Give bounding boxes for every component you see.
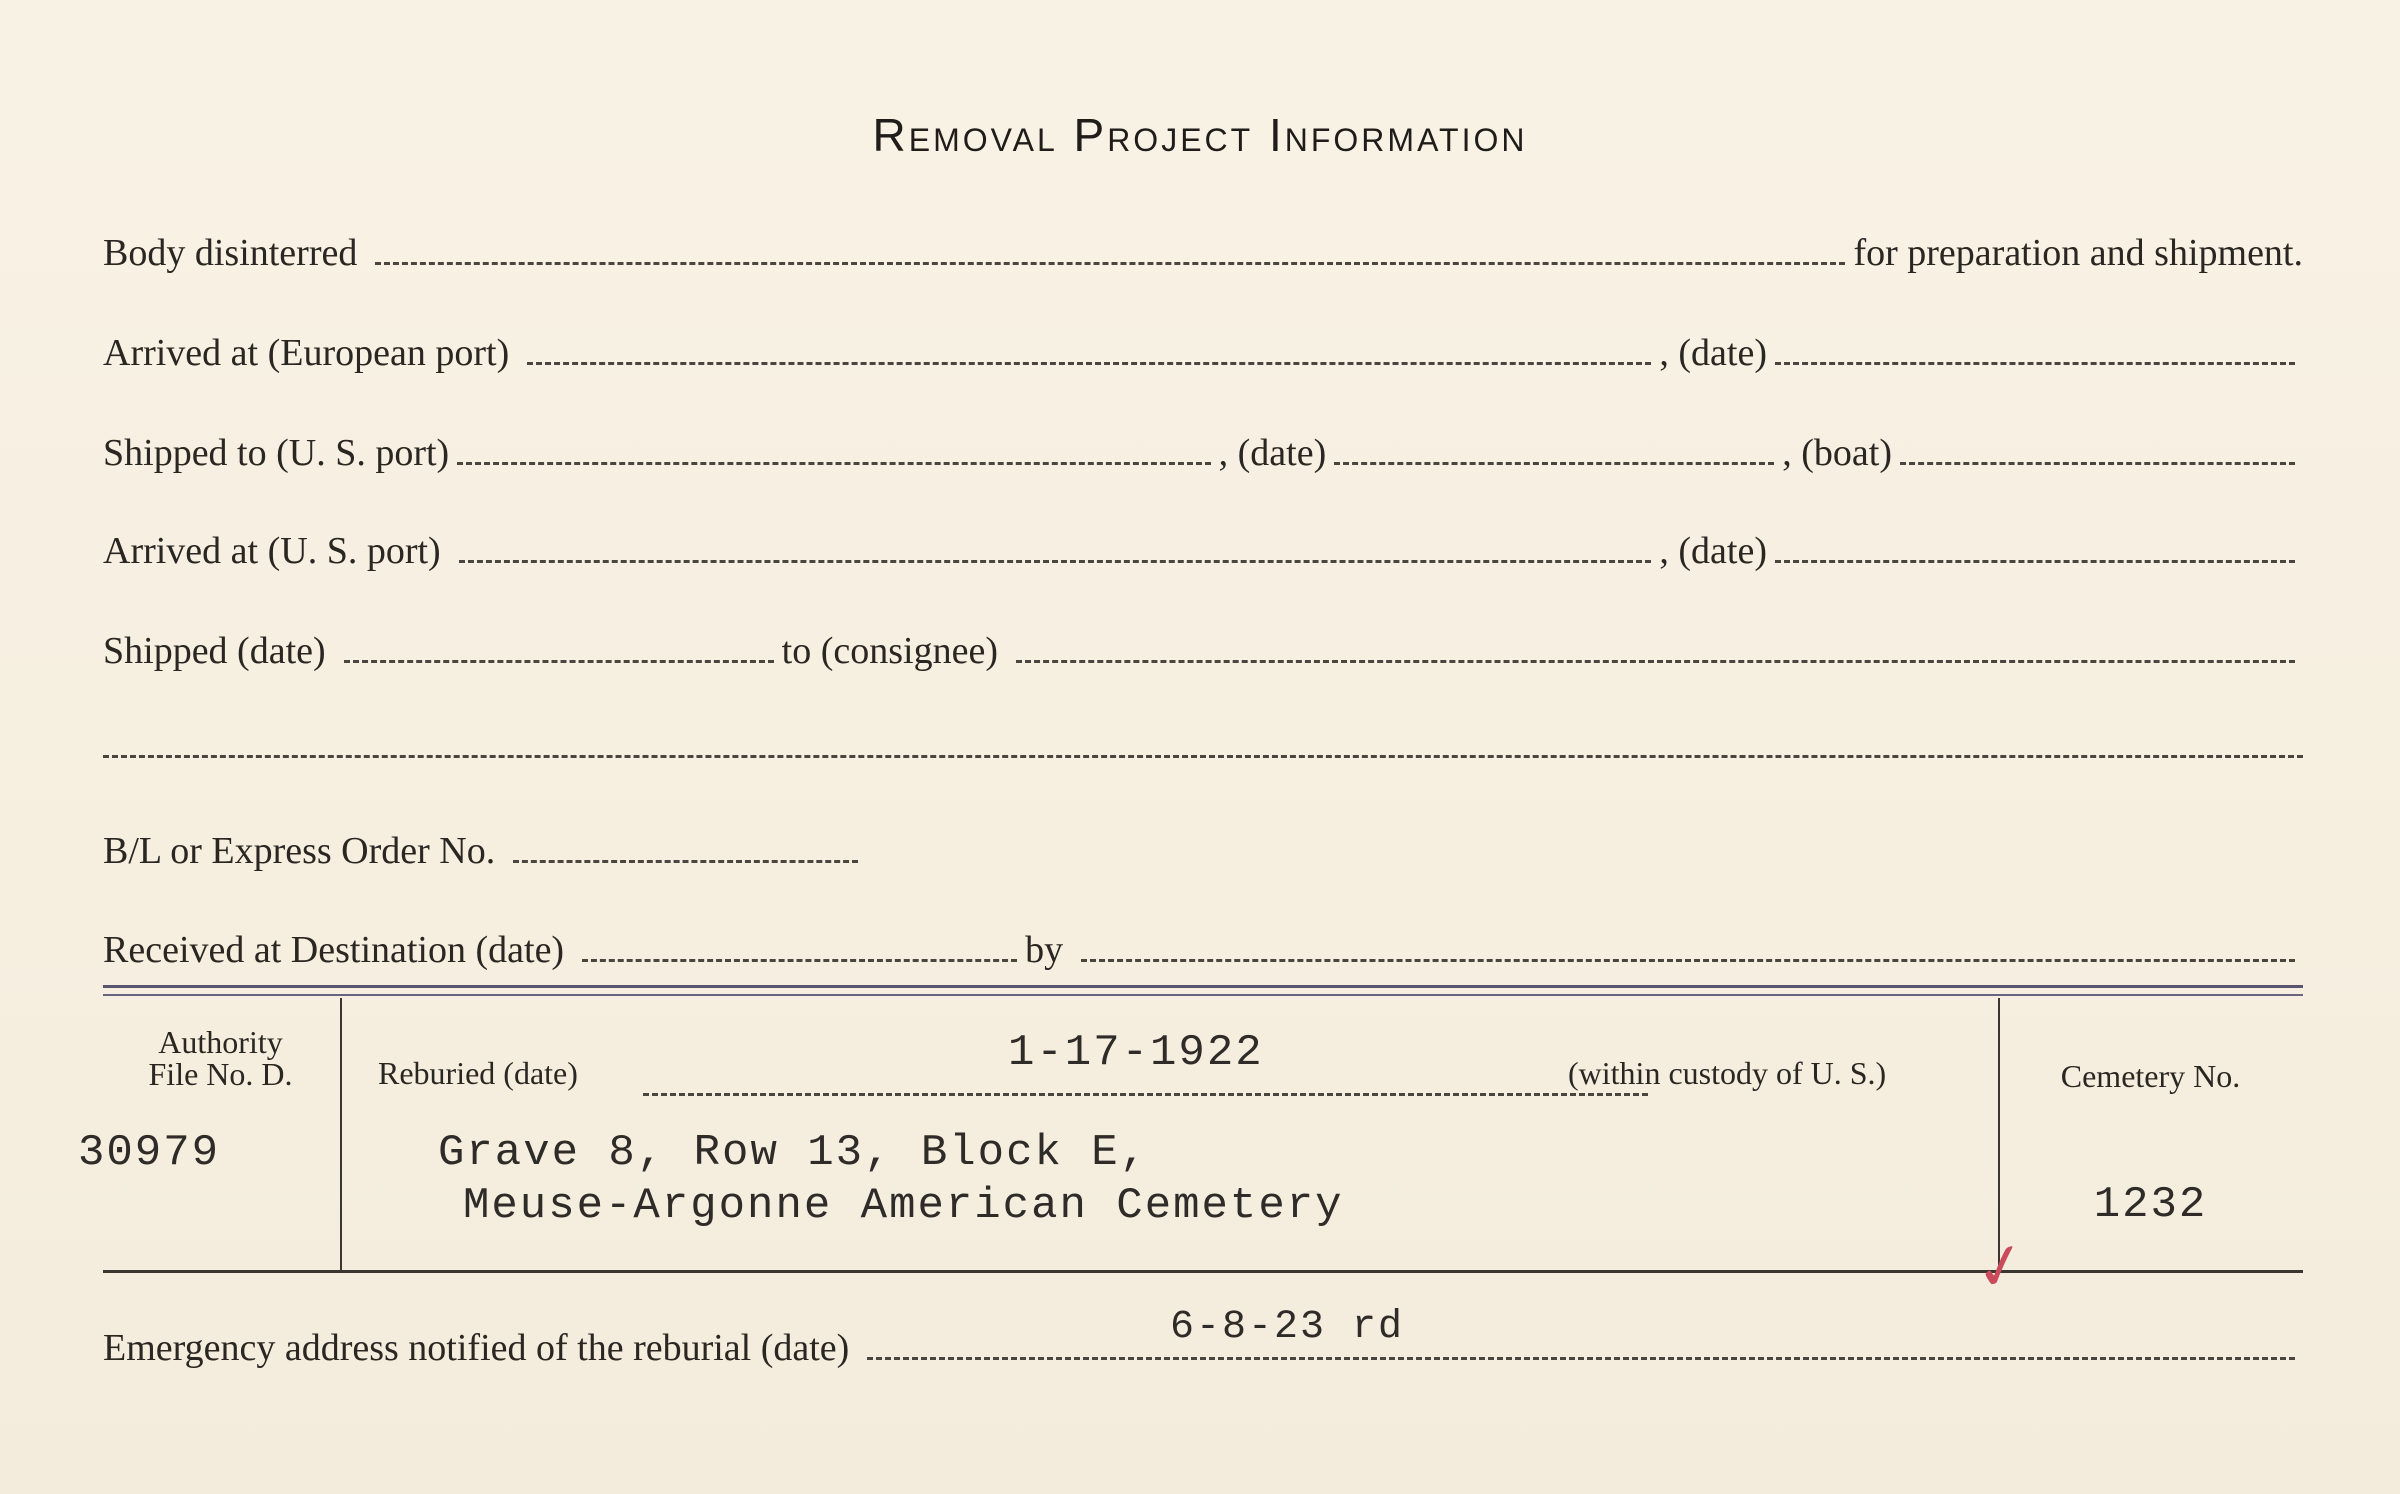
file-no-value: 30979 bbox=[78, 1128, 221, 1178]
consignee-continuation-field[interactable] bbox=[103, 755, 2303, 758]
row-received bbox=[103, 912, 2303, 972]
arrived-european-date-label: , (date) bbox=[1659, 332, 1767, 374]
authority-header bbox=[103, 1026, 338, 1090]
cemetery-value: 1232 bbox=[2093, 1180, 2208, 1230]
row-arrived-european bbox=[103, 315, 2303, 375]
row-arrived-us bbox=[103, 513, 2303, 573]
received-label: Received at Destination (date) bbox=[103, 929, 565, 971]
reburied-date-value: 1-17-1922 bbox=[1008, 1028, 1264, 1078]
check-mark-icon: ✓ bbox=[1967, 1225, 2034, 1308]
row-shipped-us bbox=[103, 415, 2303, 475]
shipped-date-label: Shipped (date) bbox=[103, 630, 326, 672]
shipped-us-field[interactable] bbox=[457, 462, 1210, 465]
reburied-date-field[interactable] bbox=[643, 1093, 1648, 1096]
shipped-us-boat-label: , (boat) bbox=[1782, 432, 1892, 474]
shipped-us-date-field[interactable] bbox=[1334, 462, 1774, 465]
emergency-date-value: 6-8-23 rd bbox=[1170, 1305, 1405, 1350]
box-divider-left bbox=[340, 998, 342, 1270]
reburial-box bbox=[78, 985, 2303, 1273]
arrived-us-date-field[interactable] bbox=[1775, 560, 2295, 563]
emergency-label: Emergency address notified of the reburial (date) bbox=[103, 1327, 850, 1369]
box-bottom-rule bbox=[103, 1270, 2303, 1273]
body-disinterred-suffix: for preparation and shipment. bbox=[1853, 232, 2303, 274]
grave-location-line1: Grave 8, Row 13, Block E, bbox=[438, 1128, 1149, 1178]
emergency-date-field[interactable] bbox=[867, 1357, 2295, 1360]
body-disinterred-field[interactable] bbox=[375, 262, 1845, 265]
arrived-us-label: Arrived at (U. S. port) bbox=[103, 530, 441, 572]
shipped-us-boat-field[interactable] bbox=[1900, 462, 2295, 465]
arrived-european-label: Arrived at (European port) bbox=[103, 332, 510, 374]
arrived-european-date-field[interactable] bbox=[1775, 362, 2295, 365]
received-date-field[interactable] bbox=[582, 959, 1017, 962]
shipped-date-field[interactable] bbox=[344, 660, 774, 663]
arrived-us-date-label: , (date) bbox=[1659, 530, 1767, 572]
custody-label: (within custody of U. S.) bbox=[1568, 1055, 1887, 1091]
received-by-field[interactable] bbox=[1081, 959, 2295, 962]
reburied-label: Reburied (date) bbox=[378, 1055, 578, 1091]
page-title: Removal Project Information bbox=[872, 109, 1528, 161]
arrived-us-field[interactable] bbox=[459, 560, 1652, 563]
authority-label: Authority bbox=[158, 1024, 283, 1060]
file-no-label: File No. D. bbox=[148, 1056, 293, 1092]
body-disinterred-label: Body disinterred bbox=[103, 232, 358, 274]
box-double-rule bbox=[103, 994, 2303, 996]
consignee-field[interactable] bbox=[1016, 660, 2295, 663]
cemetery-label: Cemetery No. bbox=[2060, 1058, 2241, 1094]
bl-express-label: B/L or Express Order No. bbox=[103, 830, 496, 872]
consignee-label: to (consignee) bbox=[781, 630, 998, 672]
row-bl-express bbox=[103, 813, 2303, 873]
received-by-label: by bbox=[1025, 929, 1064, 971]
arrived-european-field[interactable] bbox=[527, 362, 1651, 365]
grave-location-line2: Meuse-Argonne American Cemetery bbox=[463, 1181, 1344, 1231]
row-shipped-date bbox=[103, 613, 2303, 673]
shipped-us-date-label: , (date) bbox=[1218, 432, 1327, 474]
row-body-disinterred bbox=[103, 215, 2303, 275]
bl-express-field[interactable] bbox=[513, 860, 858, 863]
shipped-us-label: Shipped to (U. S. port) bbox=[103, 432, 450, 474]
